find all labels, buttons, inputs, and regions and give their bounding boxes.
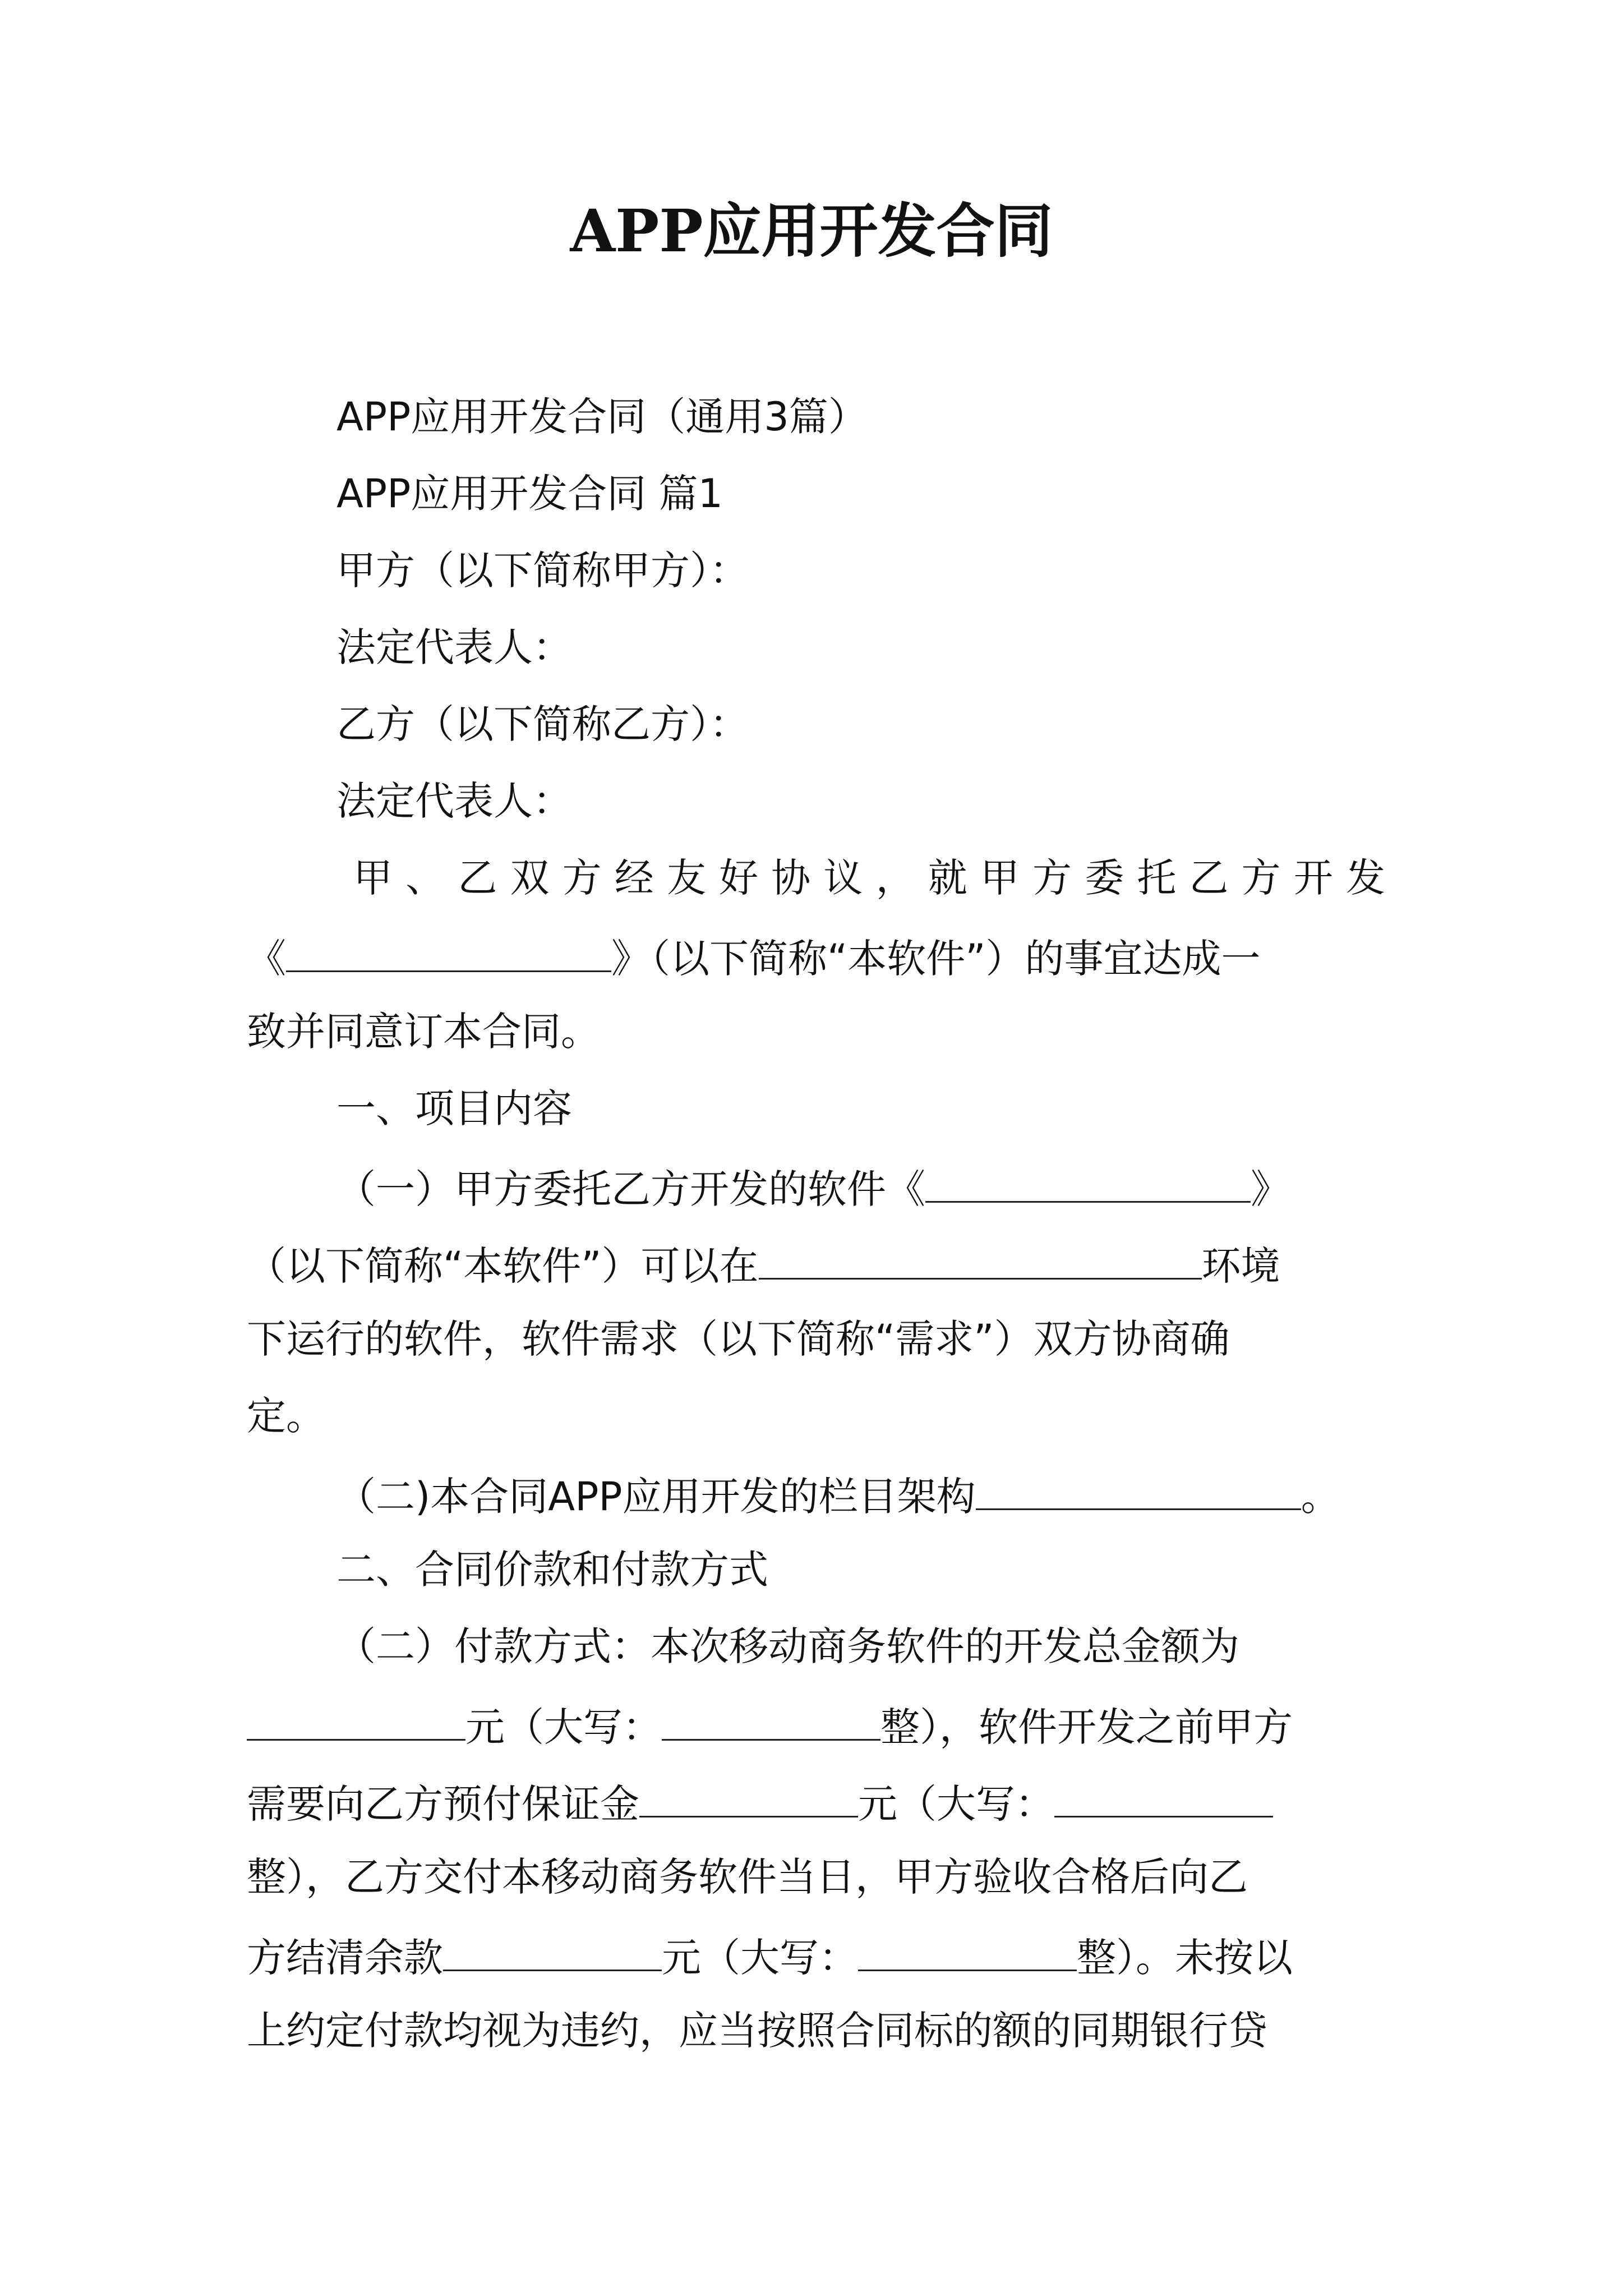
intro-line-2 — [247, 935, 1385, 982]
intro-open-bracket: 《 — [247, 936, 286, 982]
s2-l3b: 元（大写： — [858, 1781, 1054, 1827]
s1-p1-l2a: （以下简称“本软件”）可以在 — [247, 1243, 759, 1289]
section-2-title: 二、合同价款和付款方式 — [336, 1547, 768, 1593]
party-a: 甲方（以下简称甲方）： — [336, 547, 749, 593]
s1-p1-l1-end: 》 — [1251, 1166, 1290, 1212]
rep-b: 法定代表人： — [336, 778, 572, 824]
section-1-title: 一、项目内容 — [336, 1085, 572, 1131]
total-amount-blank[interactable] — [247, 1704, 465, 1741]
s2-l2b: 整），软件开发之前甲方 — [880, 1704, 1293, 1750]
section-2-p1-line-3 — [247, 1780, 1385, 1827]
section-2-p1-line-2 — [247, 1704, 1385, 1750]
deposit-caps-blank[interactable] — [1054, 1780, 1273, 1818]
s2-l2a: 元（大写： — [465, 1704, 662, 1750]
s1-p2-b: 。 — [1301, 1474, 1340, 1520]
s1-p2-a: （二)本合同APP应用开发的栏目架构 — [336, 1474, 976, 1520]
software-title-blank[interactable] — [925, 1166, 1251, 1203]
deposit-blank[interactable] — [639, 1780, 858, 1818]
balance-blank[interactable] — [443, 1934, 662, 1971]
section-2-p1-line-6: 上约定付款均视为违约，应当按照合同标的额的同期银行贷 — [247, 2008, 1267, 2054]
intro-line-3: 致并同意订本合同。 — [247, 1009, 600, 1055]
intro-line-2-rest: 》（以下简称“本软件”）的事宜达成一 — [611, 936, 1261, 982]
s1-p1-l1-text: （一）甲方委托乙方开发的软件《 — [336, 1166, 925, 1212]
section-2-p1-line-5 — [247, 1934, 1385, 1981]
s2-l5b: 元（大写： — [662, 1935, 858, 1981]
balance-caps-blank[interactable] — [858, 1934, 1077, 1971]
s2-l5c: 整）。未按以 — [1077, 1935, 1293, 1981]
rep-a: 法定代表人： — [336, 624, 572, 670]
party-b: 乙方（以下简称乙方）： — [336, 701, 749, 747]
section-1-p1-line-3: 下运行的软件，软件需求（以下简称“需求”）双方协商确 — [247, 1316, 1230, 1362]
section-2-p1-line-4: 整），乙方交付本移动商务软件当日，甲方验收合格后向乙 — [247, 1854, 1248, 1900]
section-1-p1-line-1 — [336, 1166, 1385, 1212]
s2-l3a: 需要向乙方预付保证金 — [247, 1781, 639, 1827]
s2-l5a: 方结清余款 — [247, 1935, 443, 1981]
software-name-blank[interactable] — [286, 935, 611, 972]
subheading: APP应用开发合同 篇1 — [336, 471, 723, 517]
section-1-p1-line-4: 定。 — [247, 1393, 325, 1439]
s1-p1-l2b: 环境 — [1201, 1243, 1280, 1289]
heading: APP应用开发合同（通用3篇） — [336, 394, 868, 440]
architecture-blank[interactable] — [976, 1473, 1301, 1510]
intro-line-1: 甲、乙双方经友好协议，就甲方委托乙方开发 — [353, 855, 1385, 901]
section-1-p1-line-2 — [247, 1243, 1385, 1289]
section-1-p2 — [336, 1473, 1385, 1520]
document-title: APP应用开发合同 — [570, 196, 1053, 265]
environment-blank[interactable] — [759, 1243, 1202, 1280]
section-2-p1-line-1: （二）付款方式：本次移动商务软件的开发总金额为 — [336, 1623, 1239, 1669]
total-amount-caps-blank[interactable] — [662, 1704, 880, 1741]
